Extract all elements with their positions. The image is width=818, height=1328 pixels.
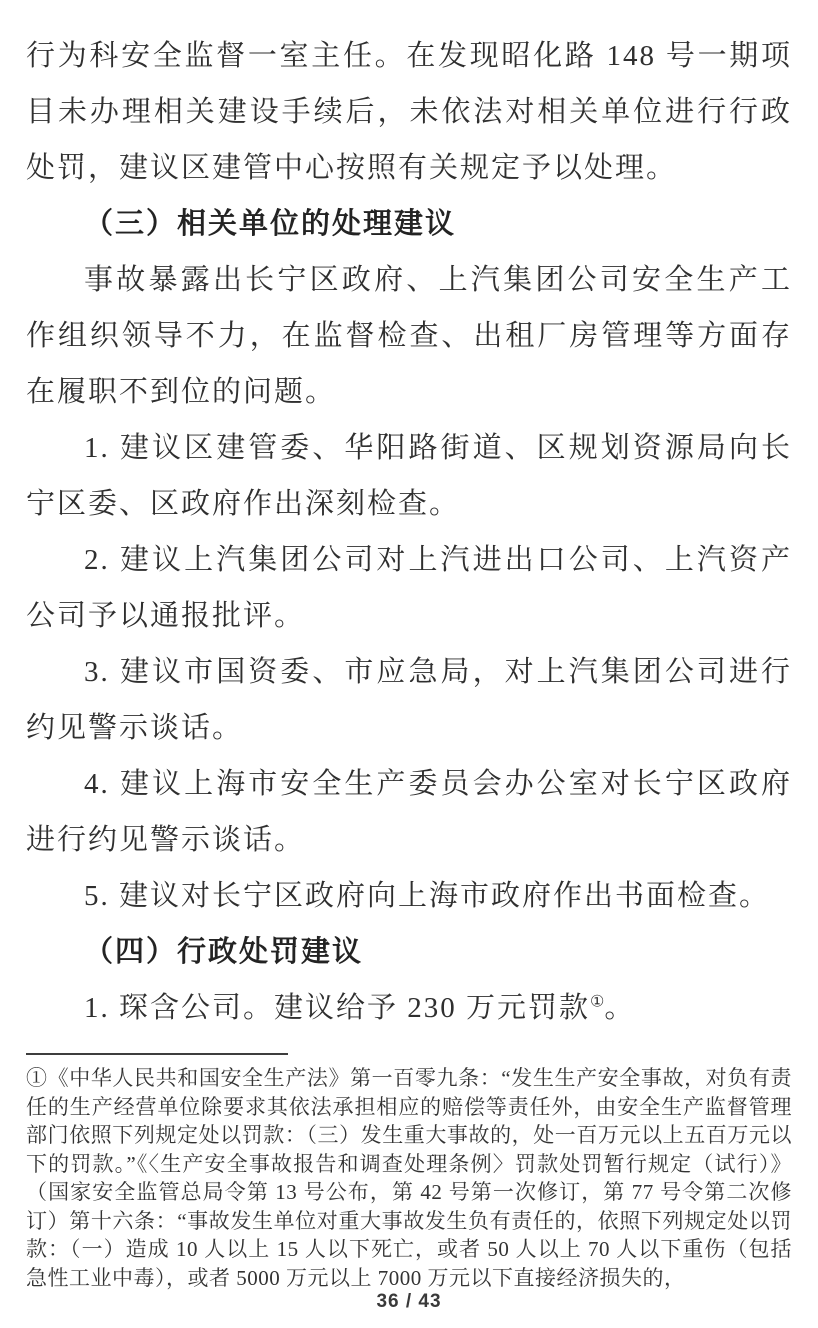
list-item-5: 5. 建议对长宁区政府向上海市政府作出书面检查。 bbox=[84, 880, 771, 912]
section-heading-3: （三）相关单位的处理建议 bbox=[84, 208, 457, 240]
footnote-separator-rule bbox=[26, 1053, 288, 1055]
paragraph: 事故暴露出长宁区政府、上汽集团公司安全生产工作组织领导不力，在监督检查、出租厂房管理等方面存在履职不到位的问题。 bbox=[26, 264, 792, 408]
list-item-4: 4. 建议上海市安全生产委员会办公室对长宁区政府进行约见警示谈话。 bbox=[26, 768, 792, 856]
fine-recommendation-text: 1. 琛含公司。建议给予 230 万元罚款 bbox=[84, 992, 591, 1024]
list-item-3: 3. 建议市国资委、市应急局，对上汽集团公司进行约见警示谈话。 bbox=[26, 656, 792, 744]
paragraph-continuation: 行为科安全监督一室主任。在发现昭化路 148 号一期项目未办理相关建设手续后，未依法对相关单位进行行政处罚，建议区建管中心按照有关规定予以处理。 bbox=[26, 40, 792, 184]
page-number: 36 / 43 bbox=[376, 1291, 442, 1312]
footnote-text: ①《中华人民共和国安全生产法》第一百零九条：“发生生产安全事故，对负有责任的生产经营单位除要求其依法承担相应的赔偿等责任外，由安全生产监督管理部门依照下列规定处以罚款：（三）发生重大事故的，处一百万元以上五百万元以下的罚款。”《〈生产安全事故报告和调查处理条例〉罚款处罚暂行规定（试行）》（国家安全监管总局令第 13 号公布，第 42 号第一次修订，第 77 号令第二次修订）第十六条：“事故发生单位对重大事故发生负有责任的，依照下列规定处以罚款：（一）造成 10 人以上 15 人以下死亡，或者 50 人以上 70 人以下重伤（包括急性工业中毒），或者 5000 万元以上 7000 万元以下直接经济损失的， bbox=[26, 1066, 792, 1290]
fine-recommendation-item bbox=[26, 980, 792, 1036]
list-item-1: 1. 建议区建管委、华阳路街道、区规划资源局向长宁区委、区政府作出深刻检查。 bbox=[26, 432, 792, 520]
list-item-2: 2. 建议上汽集团公司对上汽进出口公司、上汽资产公司予以通报批评。 bbox=[26, 544, 792, 632]
section-heading-4: （四）行政处罚建议 bbox=[84, 936, 364, 968]
footnote-reference-mark: ① bbox=[590, 993, 605, 1011]
fine-recommendation-period: 。 bbox=[604, 992, 636, 1024]
document-body bbox=[26, 28, 792, 1036]
